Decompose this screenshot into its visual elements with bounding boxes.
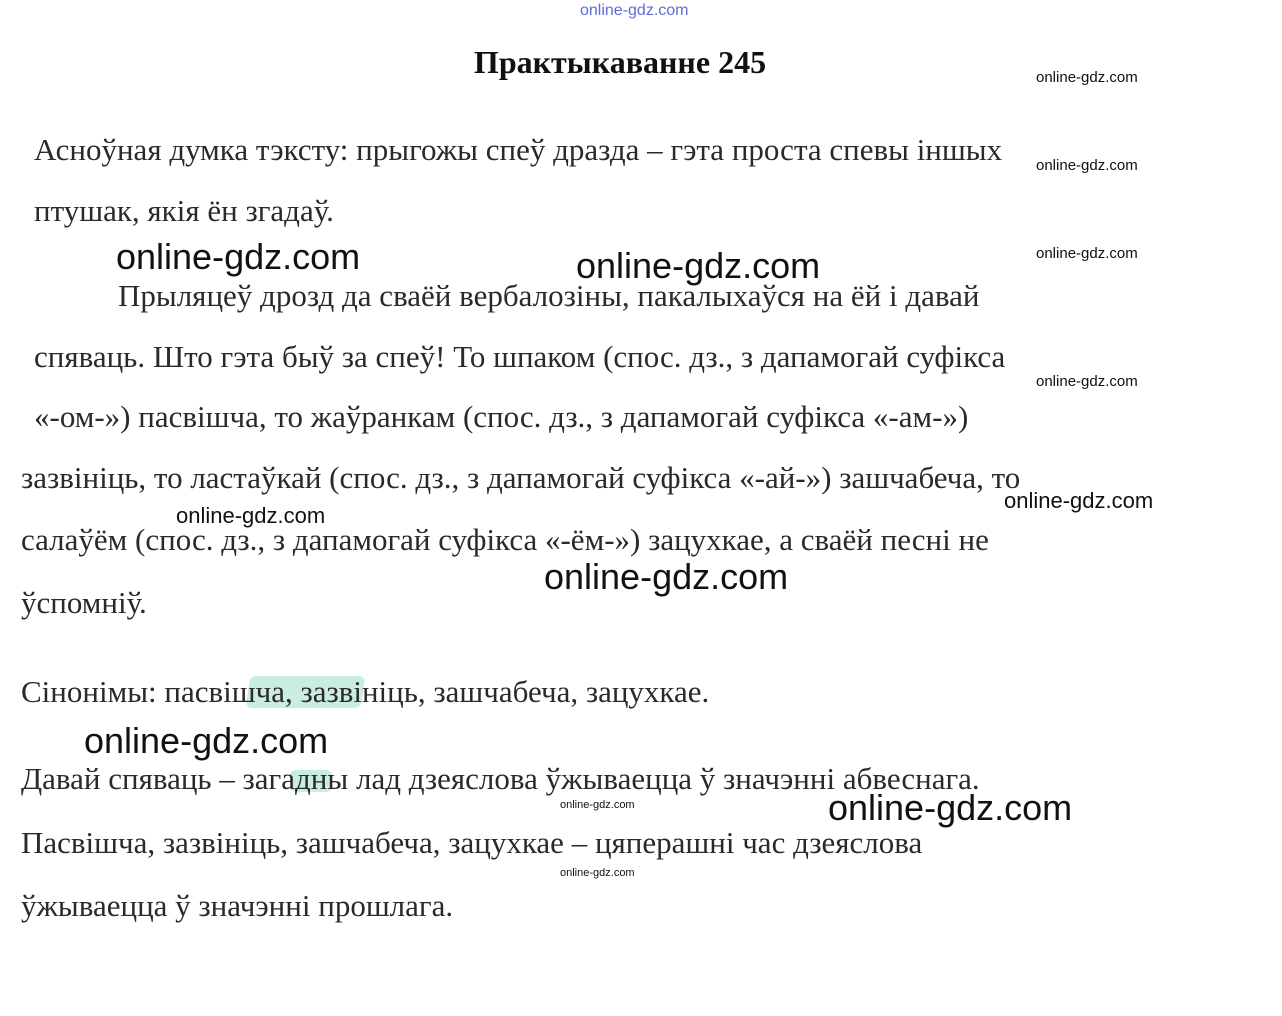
watermark: online-gdz.com (1036, 373, 1138, 390)
watermark: online-gdz.com (1036, 157, 1138, 174)
text-line-10: Давай спяваць – загадны лад дзеяслова ўжываецца ў значэнні абвеснага. (21, 761, 980, 796)
watermark: online-gdz.com (1004, 488, 1154, 513)
text-line-11: Пасвішча, зазвініць, зашчабеча, зацухкае – цяперашні час дзеяслова (21, 825, 923, 860)
text-line-12: ўжываецца ў значэнні прошлага. (21, 888, 454, 923)
text-line-8: ўспомніў. (21, 585, 147, 620)
page-title: Практыкаванне 245 (473, 44, 767, 80)
watermark: online-gdz.com (544, 556, 789, 597)
text-line-5: «-ом-») пасвішча, то жаўранкам (спос. дз., з дапамогай суфікса «-ам-») (34, 399, 969, 434)
text-line-2: птушак, якія ён згадаў. (34, 193, 334, 228)
text-line-6: зазвініць, то ластаўкай (спос. дз., з дапамогай суфікса «-ай-») зашчабеча, то (21, 460, 1021, 495)
watermark: online-gdz.com (1036, 69, 1138, 86)
watermark: online-gdz.com (84, 720, 329, 761)
text-line-7: салаўём (спос. дз., з дапамогай суфікса «-ём-») зацухкае, а сваёй песні не (21, 522, 989, 557)
page-watermark-top: online-gdz.com (580, 2, 689, 19)
text-line-3: Прыляцеў дрозд да сваёй вербалозіны, пакалыхаўся на ёй і давай (118, 278, 980, 313)
watermark: online-gdz.com (176, 503, 326, 528)
watermark: online-gdz.com (560, 799, 635, 811)
text-line-4: спяваць. Што гэта быў за спеў! То шпаком (спос. дз., з дапамогай суфікса (34, 339, 1006, 374)
watermark: online-gdz.com (828, 787, 1073, 828)
watermark: online-gdz.com (116, 236, 361, 277)
watermark: online-gdz.com (560, 867, 635, 879)
text-line-1: Асноўная думка тэксту: прыгожы спеў дразда – гэта проста спевы іншых (34, 132, 1003, 167)
watermark: online-gdz.com (1036, 245, 1138, 262)
watermark: online-gdz.com (576, 245, 821, 286)
text-line-9: Сінонімы: пасвішча, зазвініць, зашчабеча, зацухкае. (21, 674, 710, 709)
